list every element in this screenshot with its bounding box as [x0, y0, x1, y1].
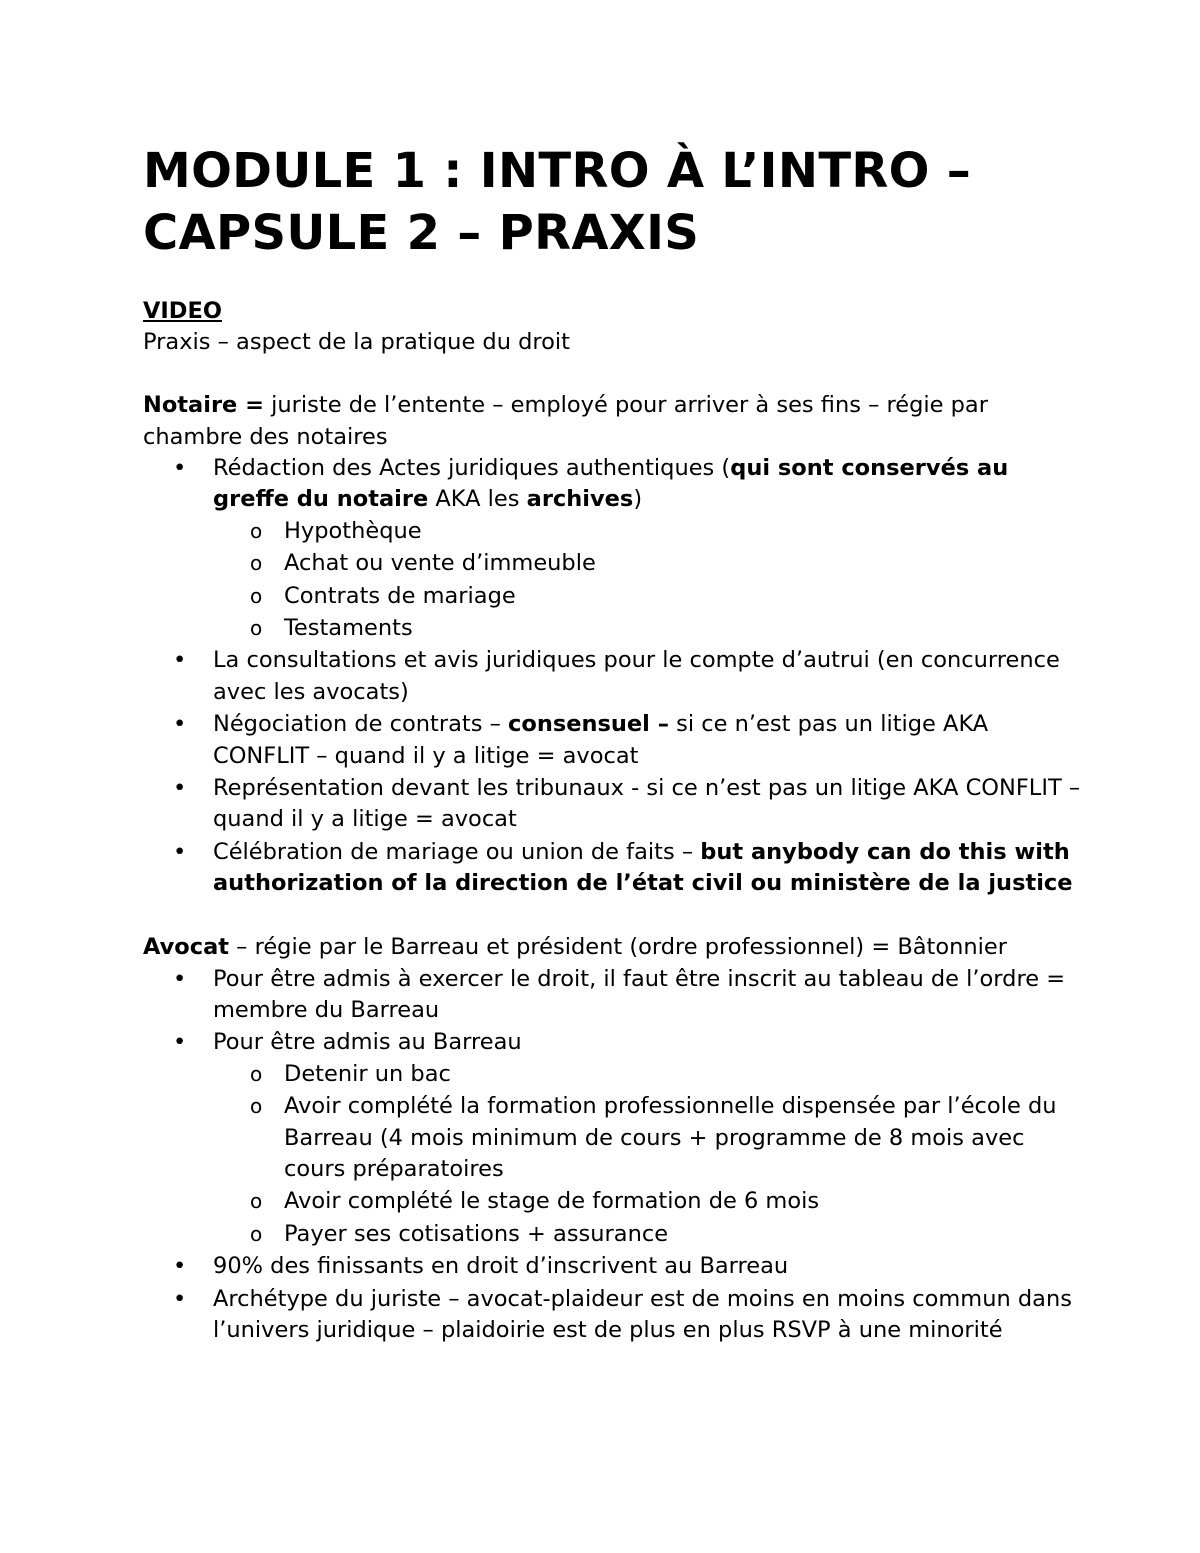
spacer [143, 359, 1083, 390]
text-run-bold: archives [526, 486, 634, 513]
sub-list-item: o Testaments [213, 613, 1083, 644]
video-line: Praxis – aspect de la pratique du droit [143, 329, 571, 356]
video-heading: VIDEO [143, 298, 222, 324]
sub-list-item: o Achat ou vente d’immeuble [213, 548, 1083, 579]
notaire-desc: juriste de l’entente – employé pour arriver à ses fins – régie par chambre des notaires [143, 392, 988, 450]
text-run: Négociation de contrats – [213, 711, 509, 738]
sub-list-item: o Avoir complété le stage de formation de 6 mois [213, 1186, 1083, 1217]
notaire-label: Notaire = [143, 392, 264, 419]
list-item: • 90% des finissants en droit d’inscrivent au Barreau [143, 1251, 1083, 1282]
avocat-sublist [213, 1059, 1083, 1250]
text-run-bold: qui sont conservés au greffe du notaire [213, 455, 1009, 513]
title-line-2: CAPSULE 2 – PRAXIS [143, 205, 700, 261]
title-line-1: MODULE 1 : INTRO À L’INTRO – [143, 143, 972, 199]
document-content [143, 140, 1083, 1347]
spacer [143, 901, 1083, 932]
notaire-list [143, 453, 1083, 900]
list-item [143, 453, 1083, 644]
text-run-bold: but anybody can do this with authorization of la direction de l’état civil ou ministère de la justice [213, 838, 1073, 897]
list-item [143, 837, 1083, 900]
list-item [143, 709, 1083, 772]
sub-list-item: o Detenir un bac [213, 1059, 1083, 1090]
notaire-paragraph [143, 390, 1083, 453]
sub-list-item: o Hypothèque [213, 516, 1083, 547]
sub-list-item: o Contrats de mariage [213, 581, 1083, 612]
list-item: • Représentation devant les tribunaux - si ce n’est pas un litige AKA CONFLIT – quand il y a litige = avocat [143, 773, 1083, 836]
list-item: • La consultations et avis juridiques pour le compte d’autrui (en concurrence avec les avocats) [143, 645, 1083, 708]
sub-list-item: o Payer ses cotisations + assurance [213, 1219, 1083, 1250]
text-run: Rédaction des Actes juridiques authentiques ( [213, 455, 731, 482]
text-run: Pour être admis au Barreau [213, 1029, 522, 1056]
document-title [143, 140, 1083, 264]
list-item [143, 1027, 1083, 1250]
text-run: ) [633, 486, 643, 513]
list-item: • Pour être admis à exercer le droit, il faut être inscrit au tableau de l’ordre = membre du Barreau [143, 964, 1083, 1027]
text-run: AKA les [428, 486, 527, 513]
document-body [143, 296, 1083, 1346]
text-run: si ce n’est pas un litige AKA CONFLIT – quand il y a litige = avocat [213, 711, 989, 769]
text-run-bold: consensuel – [508, 711, 669, 738]
notaire-sublist [213, 516, 1083, 645]
avocat-desc: – régie par le Barreau et président (ordre professionnel) = Bâtonnier [229, 934, 1008, 961]
sub-list-item: o Avoir complété la formation professionnelle dispensée par l’école du Barreau (4 mois minimum de cours + programme de 8 mois avec cours préparatoires [213, 1091, 1083, 1185]
list-item: • Archétype du juriste – avocat-plaideur est de moins en moins commun dans l’univers juridique – plaidoirie est de plus en plus RSVP à une minorité [143, 1284, 1083, 1347]
avocat-label: Avocat [143, 934, 230, 961]
avocat-list [143, 964, 1083, 1347]
text-run: Célébration de mariage ou union de faits – [213, 838, 701, 865]
avocat-paragraph [143, 932, 1083, 963]
